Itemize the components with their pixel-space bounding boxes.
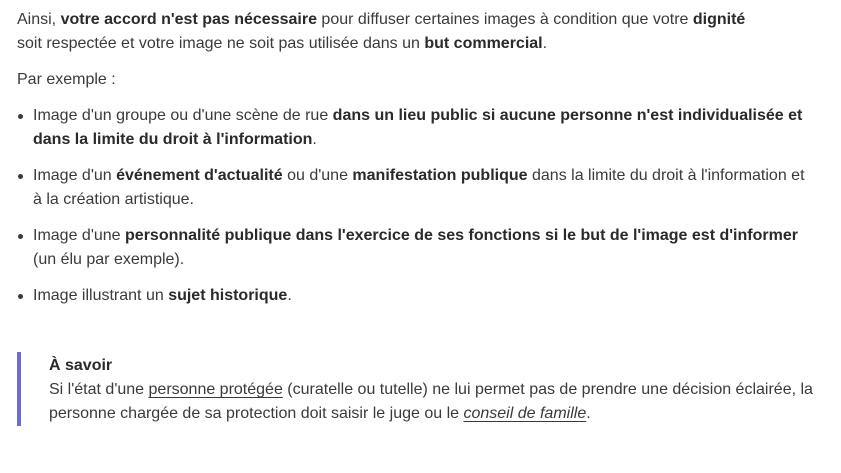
intro-paragraph: Ainsi, votre accord n'est pas nécessaire pour diffuser certaines images à condition que votre dignité soit respectée et votre image ne soit pas utilisée dans un but commercial.: [17, 11, 746, 52]
info-callout: [17, 352, 817, 426]
list-item: Image d'une personnalité publique dans l'exercice de ses fonctions si le but de l'image est d'informer (un élu par exemple).: [17, 224, 817, 272]
example-list: [17, 104, 817, 308]
bullet-icon: [18, 234, 23, 239]
list-item: Image d'un événement d'actualité ou d'une manifestation publique dans la limite du droit à l'information et à la création artistique.: [17, 164, 817, 212]
bullet-icon: [18, 114, 23, 119]
bullet-icon: [18, 294, 23, 299]
example-label: Par exemple :: [17, 71, 116, 88]
list-item: Image illustrant un sujet historique.: [17, 284, 817, 308]
main-content: [17, 8, 817, 320]
intro-bold-dignity: dignité: [692, 11, 746, 28]
bullet-icon: [18, 174, 23, 179]
callout-text: Si l'état d'une personne protégée (curatelle ou tutelle) ne lui permet pas de prendre une décision éclairée, la personne chargée de sa protection doit saisir le juge ou le conseil de famille.: [49, 381, 813, 422]
link-conseil-de-famille[interactable]: conseil de famille: [463, 405, 587, 422]
intro-bold-commercial: but commercial: [424, 35, 543, 52]
link-personne-protegee[interactable]: personne protégée: [148, 381, 283, 398]
callout-title: À savoir: [49, 357, 113, 374]
list-item: Image d'un groupe ou d'une scène de rue dans un lieu public si aucune personne n'est individualisée et dans la limite du droit à l'information.: [17, 104, 817, 152]
intro-bold-consent: votre accord n'est pas nécessaire: [60, 11, 317, 28]
